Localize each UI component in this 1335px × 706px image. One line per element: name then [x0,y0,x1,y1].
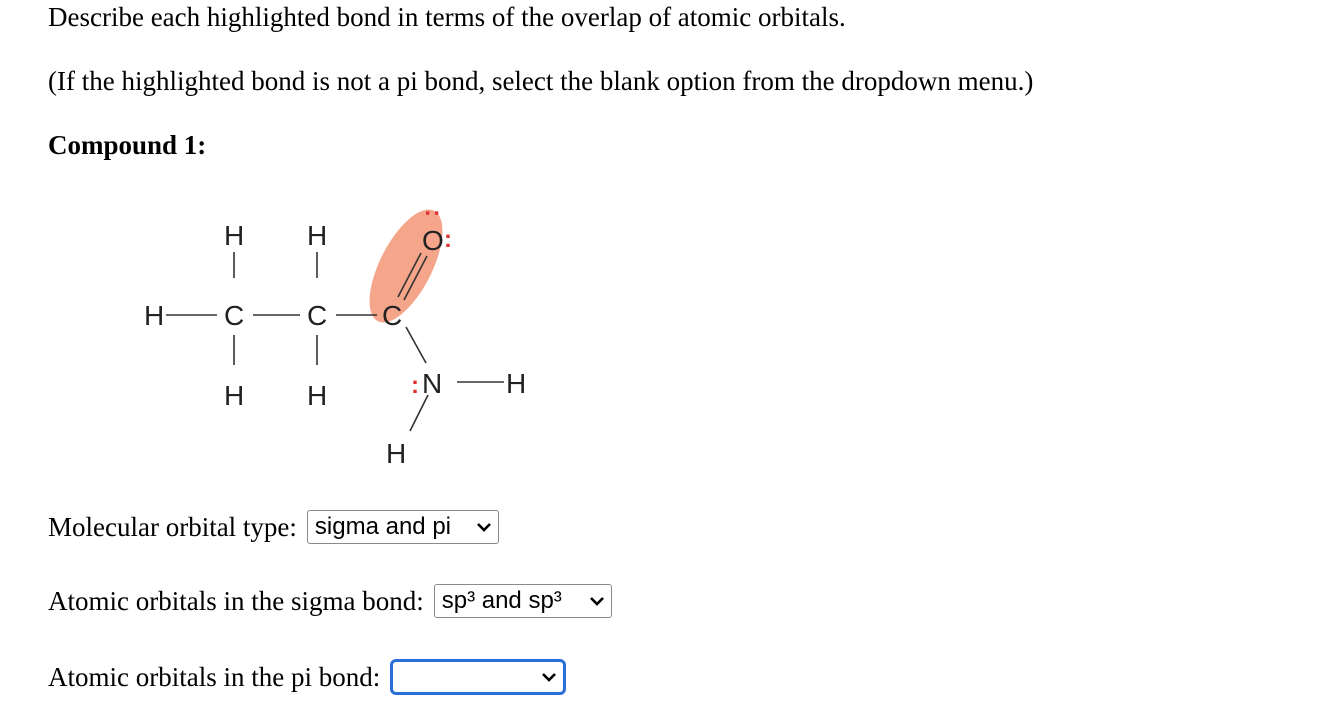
molecular-orbital-type-select[interactable] [307,510,499,544]
bond-c-n [406,327,426,363]
lone-pair-n: : [411,372,419,399]
question-pi-orbitals [48,659,566,695]
atom-n: N [422,368,443,399]
question-sigma-orbitals [48,584,612,618]
atom-c: C [382,300,403,331]
instruction-note: (If the highlighted bond is not a pi bond, select the blank option from the dropdown menu.) [48,66,1034,96]
instruction-text: Describe each highlighted bond in terms of the overlap of atomic orbitals. [48,2,846,32]
pi-orbitals-select[interactable] [390,659,566,695]
atom-o: O [422,225,444,256]
sigma-orbitals-select[interactable] [434,584,612,618]
atom-h: H [506,368,527,399]
select-value: sp³ and sp³ [441,587,562,614]
bond-n-hbottom [410,395,428,431]
question-label: Atomic orbitals in the pi bond: [48,661,381,692]
atom-c: C [224,300,245,331]
molecule-structure [130,195,550,475]
chevron-down-icon [589,595,605,607]
bond-highlight [355,199,458,333]
atom-h: H [144,300,165,331]
select-value: sigma and pi [314,513,451,540]
atom-h: H [386,438,407,469]
atom-h: H [307,380,328,411]
lone-pair-o-right: : [444,226,452,253]
question-label: Atomic orbitals in the sigma bond: [48,585,424,616]
question-molecular-orbital-type [48,510,499,544]
compound-label: Compound 1: [48,130,207,160]
atom-h: H [224,380,245,411]
atom-c: C [307,300,328,331]
question-label: Molecular orbital type: [48,511,297,542]
lone-pair-o-top: : [420,209,447,217]
chevron-down-icon [476,521,492,533]
atom-h: H [307,220,328,251]
atom-h: H [224,220,245,251]
chevron-down-icon [541,671,557,683]
